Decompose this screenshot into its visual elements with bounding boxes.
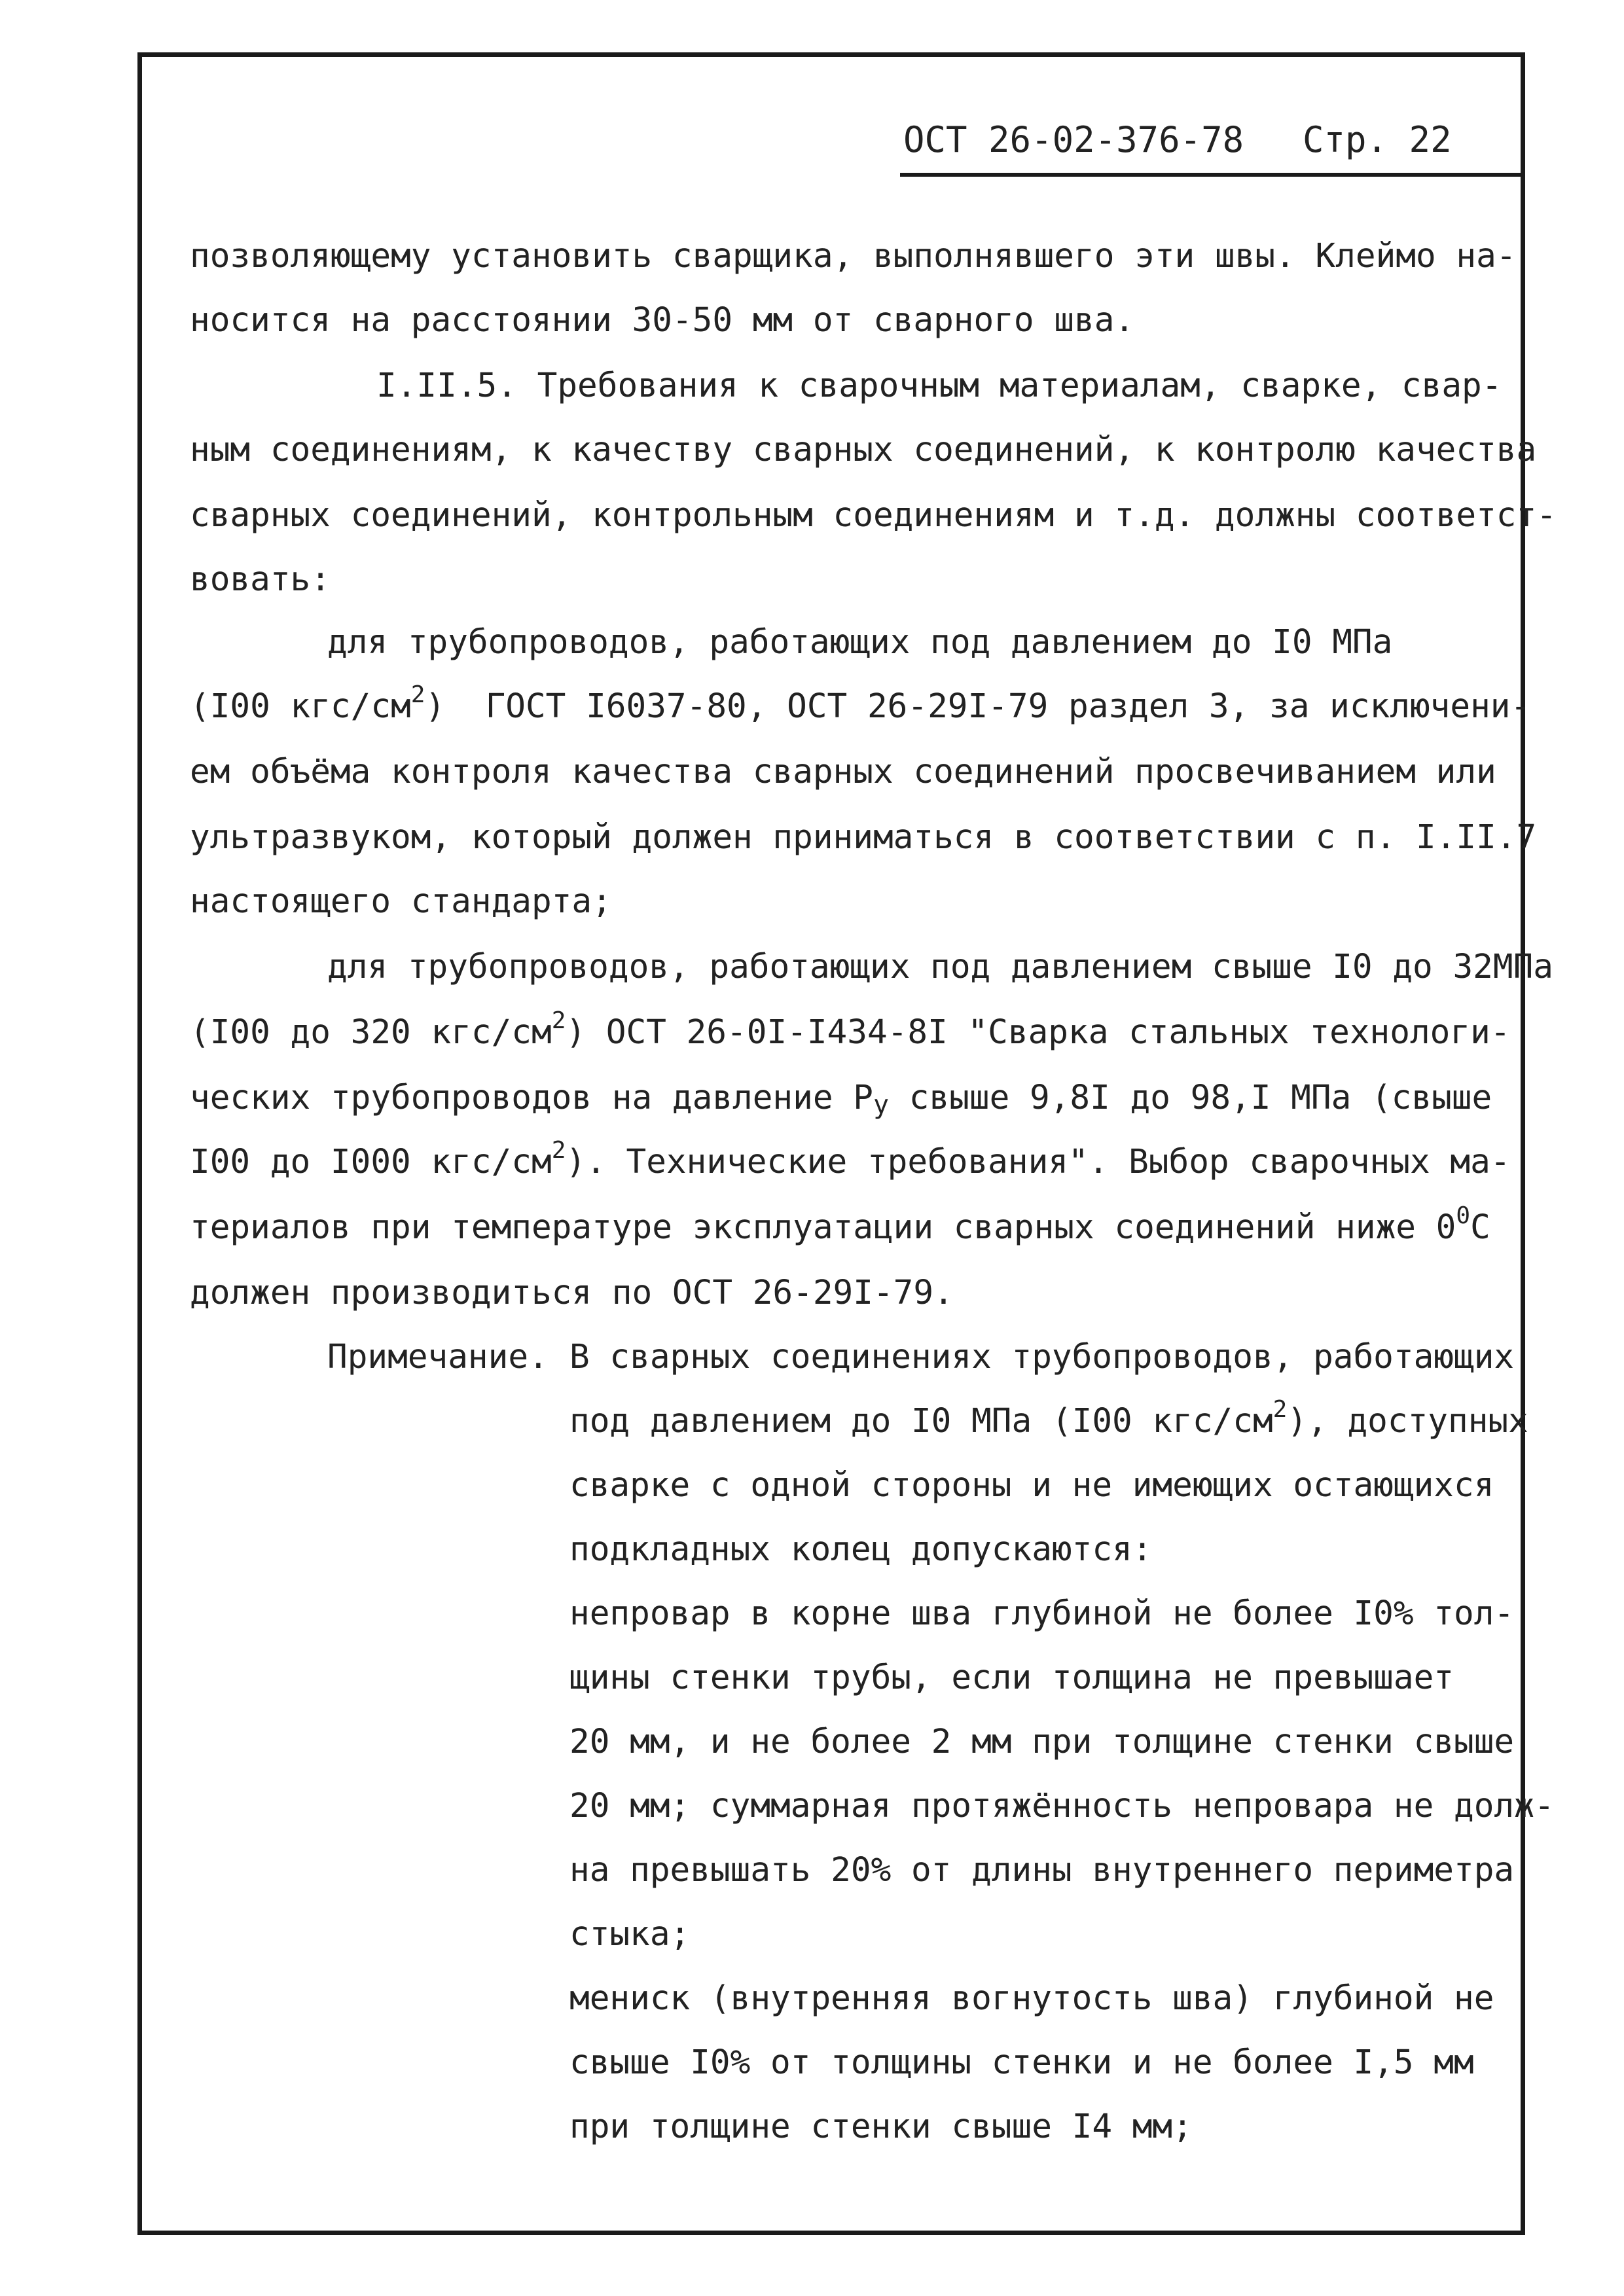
text-line: териалов при температуре эксплуатации сварных соединений ниже $0^0С$ — [190, 1202, 1490, 1247]
note-line: на превышать 20% от длины внутреннего периметра — [569, 1851, 1515, 1890]
text-line: (I00 до 320 кгс/$см^2$) ОСТ 26-0I-I434-8I "Сварка стальных технологи- — [190, 1007, 1511, 1052]
note-line: стыка; — [569, 1915, 691, 1954]
note-line: свыше I0% от толщины стенки и не более I,5 мм — [569, 2043, 1474, 2082]
text-line: сварных соединений, контрольным соединениям и т.д. должны соответст- — [190, 496, 1557, 535]
text-line: для трубопроводов, работающих под давлением свыше I0 до 32МПа — [327, 948, 1553, 986]
note-line: 20 мм, и не более 2 мм при толщине стенки свыше — [569, 1723, 1515, 1761]
note-label: Примечание. — [327, 1338, 549, 1376]
text-line: должен производиться по ОСТ 26-29I-79. — [190, 1274, 954, 1312]
text-line: ем объёма контроля качества сварных соединений просвечиванием или — [190, 753, 1496, 791]
note-line: щины стенки трубы, если толщина не превышает — [569, 1659, 1454, 1697]
note-line: сварке с одной стороны и не имеющих остающихся — [569, 1466, 1494, 1505]
note-line: мениск (внутренняя вогнутость шва) глубиной не — [569, 1979, 1494, 2018]
text-line: позволяющему установить сварщика, выполнявшего эти швы. Клеймо на- — [190, 237, 1517, 276]
note-line: под давлением до I0 МПа (I00 кгс/$см^2$), доступных — [569, 1396, 1528, 1441]
text-line: настоящего стандарта; — [190, 882, 612, 921]
text-line: носится на расстоянии 30-50 мм от сварного шва. — [190, 301, 1135, 340]
note-line: 20 мм; суммарная протяжённость непровара не долж- — [569, 1787, 1555, 1825]
text-line: ультразвуком, который должен приниматься в соответствии с п. I.II.7 — [190, 818, 1537, 857]
header-rule — [900, 173, 1522, 177]
text-line: вовать: — [190, 560, 331, 599]
text-line: ным соединениям, к качеству сварных соединений, к контролю качества — [190, 431, 1537, 469]
note-line: непровар в корне шва глубиной не более I0% тол- — [569, 1594, 1515, 1633]
page-number: Стр. 22 — [1303, 119, 1452, 160]
text-line: (I00 кгс/$см^2$) ГОСТ I6037-80, ОСТ 26-29I-79 раздел 3, за исключени- — [190, 681, 1531, 726]
note-line: при толщине стенки свыше I4 мм; — [569, 2108, 1193, 2146]
document-code: ОСТ 26-02-376-78 — [903, 119, 1244, 160]
page-header — [903, 119, 1525, 243]
text-line: I00 до I000 кгс/$см^2$). Технические требования". Выбор сварочных ма- — [190, 1137, 1511, 1181]
text-line: ческих трубопроводов на давление $Р_у$ свыше 9,8I до 98,I МПа (свыше — [190, 1079, 1492, 1120]
text-line: I.II.5. Требования к сварочным материалам, сварке, свар- — [376, 367, 1502, 405]
note-line: В сварных соединениях трубопроводов, работающих — [569, 1338, 1515, 1376]
text-line: для трубопроводов, работающих под давлением до I0 МПа — [327, 623, 1393, 662]
note-line: подкладных колец допускаются: — [569, 1530, 1153, 1569]
